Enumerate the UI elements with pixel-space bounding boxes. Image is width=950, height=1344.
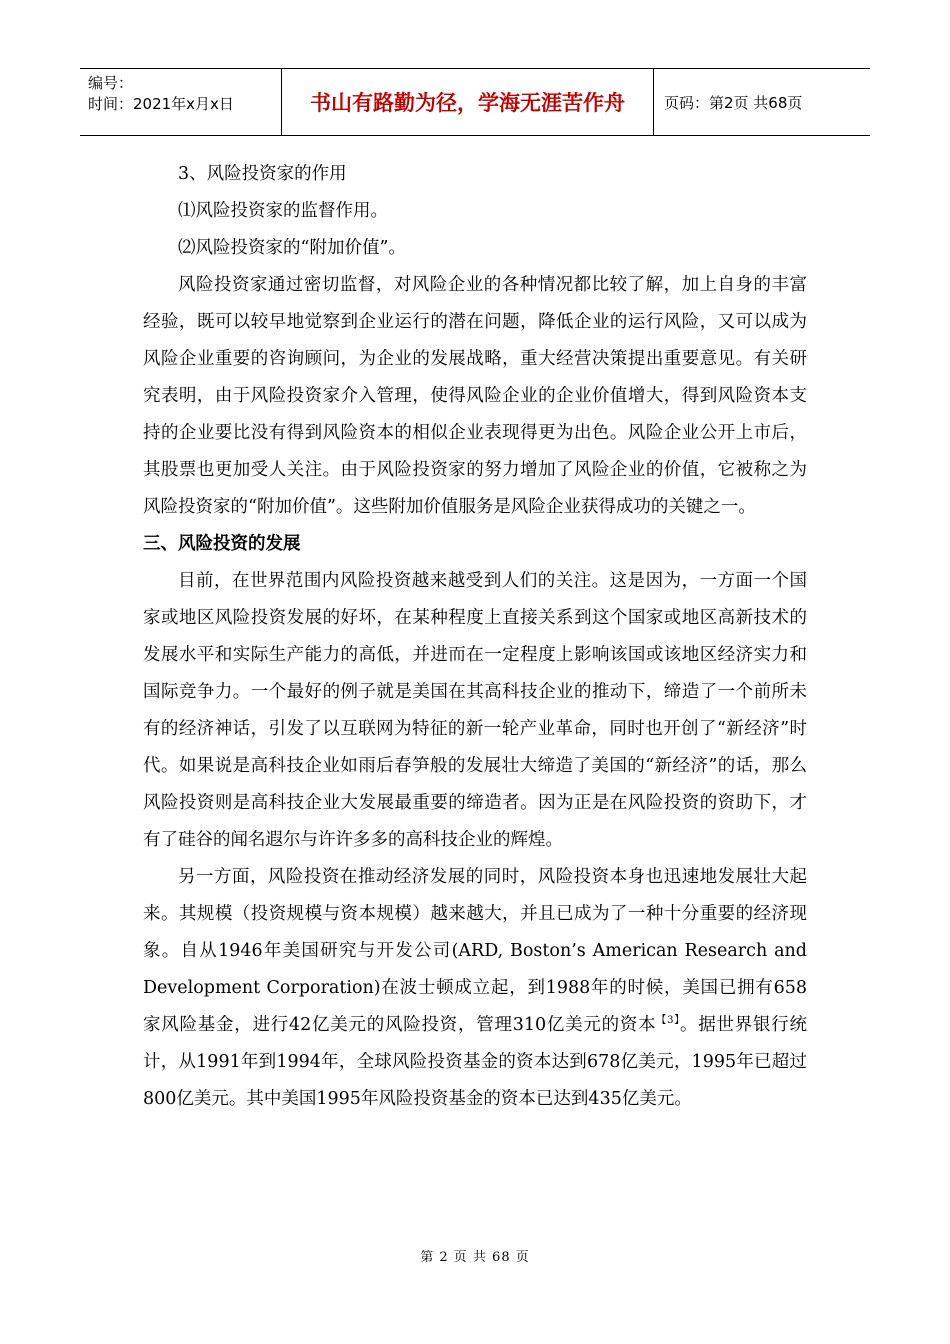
list-item-1: ⑴风险投资家的监督作用。: [178, 201, 388, 221]
header-time-label: 时间：2021年x月x日: [88, 95, 234, 113]
paragraph-growth: [143, 859, 807, 1118]
page-header: [80, 68, 870, 136]
header-number-label: 编号：: [88, 74, 134, 92]
section-heading-3: 3、风险投资家的作用: [178, 164, 347, 184]
paragraph-development: 目前，在世界范围内风险投资越来越受到人们的关注。这是因为，一方面一个国家或地区风险投资发展的好坏，在某种程度上直接关系到这个国家或地区高新技术的发展水平和实际生产能力的高低，并进而在一定程度上影响该国或该地区经济实力和国际竞争力。一个最好的例子就是美国在其高科技企业的推动下，缔造了一个前所未有的经济神话，引发了以互联网为特征的新一轮产业革命，同时也开创了“新经济”时代。如果说是高科技企业如雨后春笋般的发展壮大缔造了美国的“新经济”的话，那么风险投资则是高科技企业大发展最重要的缔造者。因为正是在风险投资的资助下，才有了硅谷的闻名遐尔与许许多多的高科技企业的辉煌。: [143, 571, 807, 850]
header-meta: [80, 69, 282, 135]
list-item-2: ⑵风险投资家的“附加价值”。: [178, 238, 406, 258]
document-body: [143, 156, 807, 1118]
page-footer: 第 2 页 共 68 页: [420, 1250, 530, 1265]
chapter-heading: 三、风险投资的发展: [143, 534, 301, 554]
header-motto: 书山有路勤为径，学海无涯苦作舟: [282, 69, 654, 135]
paragraph-added-value: 风险投资家通过密切监督，对风险企业的各种情况都比较了解，加上自身的丰富经验，既可以较早地觉察到企业运行的潜在问题，降低企业的运行风险，又可以成为风险企业重要的咨询顾问，为企业的发展战略，重大经营决策提出重要意见。有关研究表明，由于风险投资家介入管理，使得风险企业的企业价值增大，得到风险资本支持的企业要比没有得到风险资本的相似企业表现得更为出色。风险企业公开上市后，其股票也更加受人关注。由于风险投资家的努力增加了风险企业的价值，它被称之为风险投资家的“附加价值”。这些附加价值服务是风险企业获得成功的关键之一。: [143, 275, 807, 517]
paragraph-growth-part1: 另一方面，风险投资在推动经济发展的同时，风险投资本身也迅速地发展壮大起来。其规模（投资规模与资本规模）越来越大，并且已成为了一种十分重要的经济现象。自从1946年美国研究与开发公司(ARD, Boston’s American Research and Development Corporation)在波士顿成立起，到1988年的时候，美国已拥有658家风险基金，进行42亿美元的风险投资，管理310亿美元的资本: [143, 867, 807, 1035]
citation-reference: 【3】: [656, 1015, 680, 1027]
header-page-label: 页码：第2页 共68页: [664, 93, 803, 112]
paragraph-growth-part2: 。据世界银行统计，从1991年到1994年，全球风险投资基金的资本达到678亿美元，1995年已超过800亿美元。其中美国1995年风险投资基金的资本已达到435亿美元。: [143, 1015, 807, 1109]
